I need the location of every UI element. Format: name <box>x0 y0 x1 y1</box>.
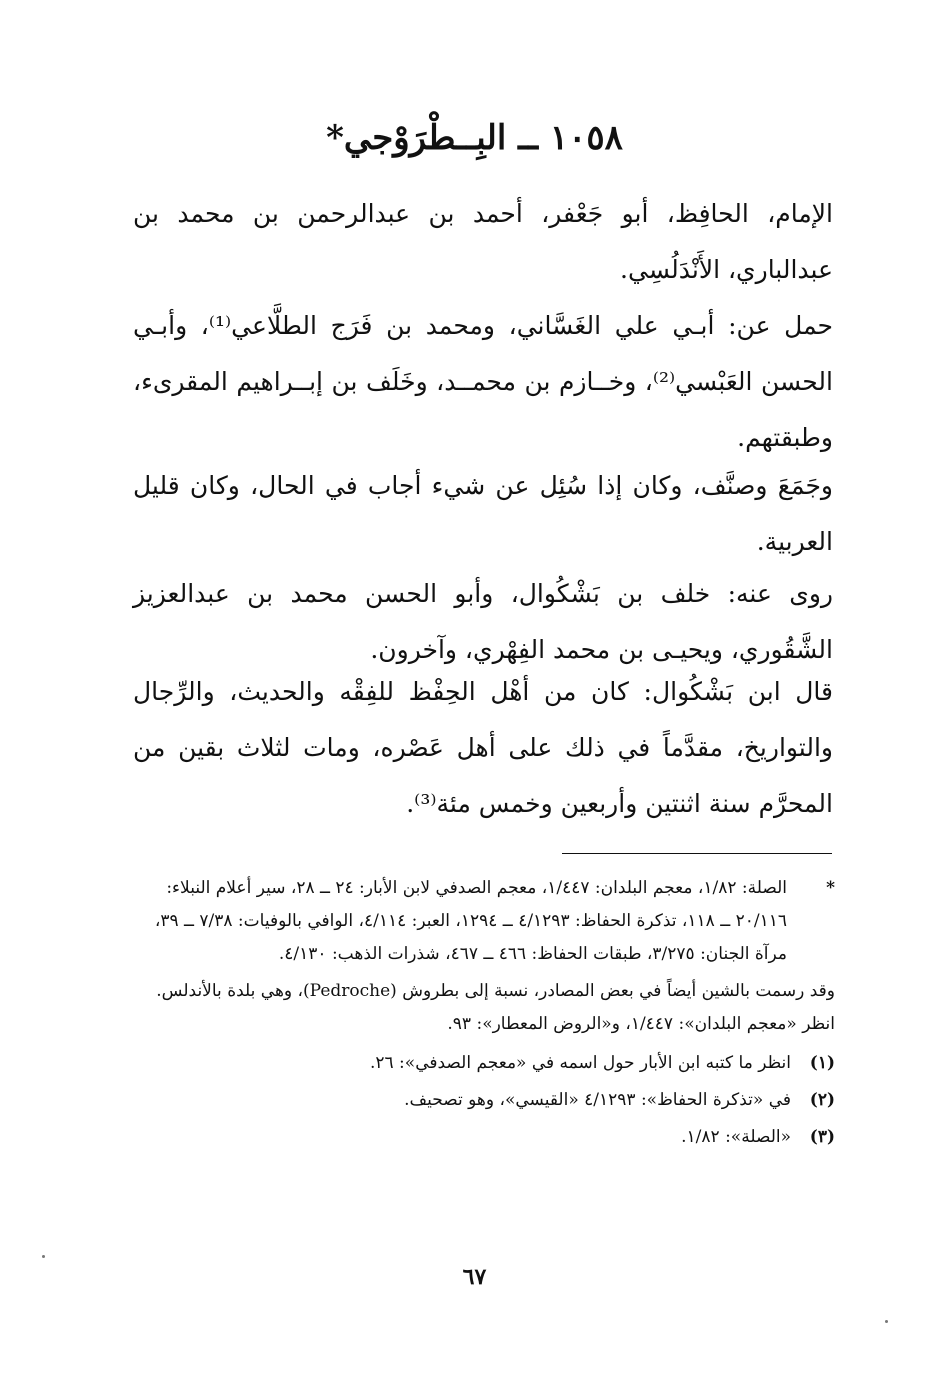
main-text-3 <box>133 458 833 570</box>
footnote-note: وقد رسمت بالشين أيضاً في بعض المصادر، نسبة إلى بطروش (Pedroche)، وهي بلدة بالأندلس. انظر «معجم البلدان»: ١/٤٤٧، و«الروض المعطار»: ٩٣. <box>156 981 835 1034</box>
scan-speck <box>42 1255 45 1258</box>
paragraph-students: روى عنه: خلف بن بَشْكُوال، وأبو الحسن محمد بن عبدالعزيز الشَّقُوري، ويحيـى بن محمد الفِهْري، وآخرون. <box>133 579 833 664</box>
main-text-5 <box>133 664 833 832</box>
footnote-2-text: في «تذكرة الحفاظ»: ٤/١٢٩٣ «القيسي»، وهو تصحيف. <box>404 1090 791 1110</box>
footnote-2-mark: (٢) <box>809 1090 835 1110</box>
page-number: ٦٧ <box>462 1264 487 1290</box>
entry-heading: ١٠٥٨ ــ البِــطْرَوْجي* <box>326 118 623 158</box>
scan-speck <box>885 1320 888 1323</box>
main-text <box>133 186 833 298</box>
footnote-star-mark: * <box>826 878 835 898</box>
paragraph-name: الإمام، الحافِظ، أبو جَعْفر، أحمد بن عبدالرحمن بن محمد بن عبدالباري، الأَنْدَلُسِي. <box>133 199 833 284</box>
footnote-3-text: «الصلة»: ١/٨٢. <box>681 1127 791 1147</box>
main-text-4 <box>133 566 833 678</box>
footnote-3-mark: (٣) <box>809 1127 835 1147</box>
footnote-sources-text: الصلة: ١/٨٢، معجم البلدان: ١/٤٤٧، معجم الصدفي لابن الأبار: ٢٤ ــ ٢٨، سير أعلام النبلاء: ٢٠/١١٦ ــ ١١٨، تذكرة الحفاظ: ٤/١٢٩٣ ــ ١٢٩٤، العبر: ٤/١١٤، الوافي بالوفيات: ٧/٣٨ ــ ٣٩، مرآة الجنان: ٣/٢٧٥، طبقات الحفاظ: ٤٦٦ ــ ٤٦٧، شذرات الذهب: ٤/١٣٠. <box>154 878 787 964</box>
footnote-3 <box>140 1121 835 1154</box>
paragraph-works: وجَمَعَ وصنَّف، وكان إذا سُئِل عن شيء أجاب في الحال، وكان قليل العربية. <box>133 471 833 556</box>
main-text-2 <box>133 298 833 466</box>
footnote-sources <box>140 872 835 971</box>
footnote-1-text: انظر ما كتبه ابن الأبار حول اسمه في «معجم الصدفي»: ٢٦. <box>369 1053 791 1073</box>
footnote-1 <box>140 1047 835 1080</box>
footnote-1-mark: (١) <box>809 1053 835 1073</box>
footnotes <box>140 872 835 1154</box>
footnote-separator <box>562 853 832 854</box>
paragraph-death: قال ابن بَشْكُوال: كان من أهْل الحِفْظ للفِقْه والحديث، والرِّجال والتواريخ، مقدَّماً في ذلك على أهل عَصْره، ومات لثلاث بقين من المحرَّم سنة اثنتين وأربعين وخمس مئة⁽³⁾. <box>133 677 833 818</box>
paragraph-teachers: حمل عن: أبـي علي الغَسَّاني، ومحمد بن فَرَج الطلَّاعي⁽¹⁾، وأبـي الحسن العَبْسي⁽²⁾، وخــازم بن محمــد، وخَلَف بن إبــراهيم المقرىء، وطبقتهم. <box>133 311 833 452</box>
footnote-2 <box>140 1084 835 1117</box>
